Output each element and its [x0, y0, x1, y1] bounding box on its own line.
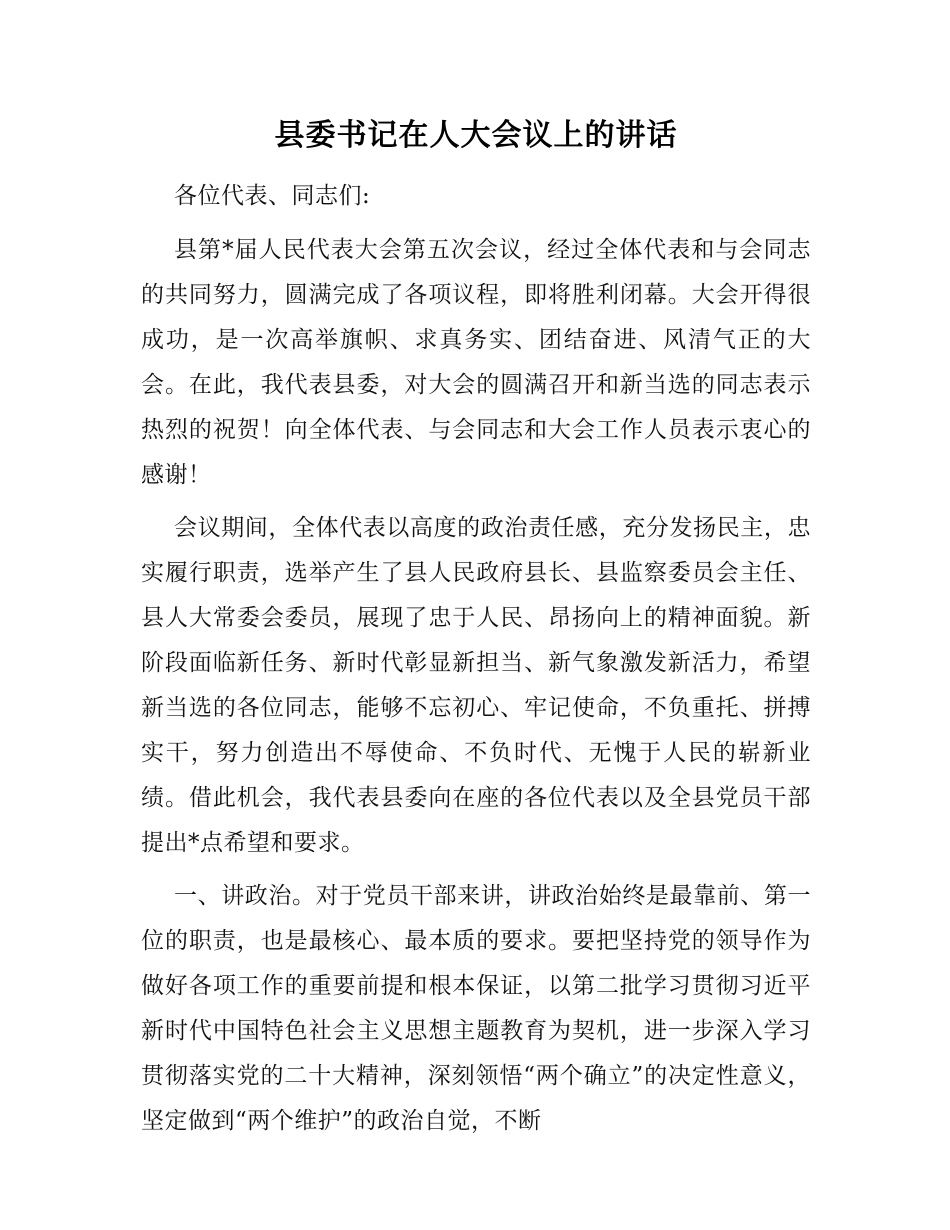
- salutation: 各位代表、同志们:: [174, 183, 371, 209]
- paragraph-3: 一、讲政治。对于党员干部来讲，讲政治始终是最靠前、第一位的职责，也是最核心、最本质的要求。要把坚持党的领导作为做好各项工作的重要前提和根本保证，以第二批学习贯彻习近平新时代中国特色社会主义思想主题教育为契机，进一步深入学习贯彻落实党的二十大精神，深刻领悟“两个确立”的决定性意义，坚定做到“两个维护”的政治自觉，不断: [141, 883, 811, 1134]
- document-title: 县委书记在人大会议上的讲话: [274, 118, 678, 153]
- document-page: [141, 112, 811, 1144]
- paragraph-1: 县第*届人民代表大会第五次会议，经过全体代表和与会同志的共同努力，圆满完成了各项议程，即将胜利闭幕。大会开得很成功，是一次高举旗帜、求真务实、团结奋进、风清气正的大会。在此，我代表县委，对大会的圆满召开和新当选的同志表示热烈的祝贺！向全体代表、与会同志和大会工作人员表示衷心的感谢！: [141, 237, 811, 488]
- paragraph-2: 会议期间，全体代表以高度的政治责任感，充分发扬民主，忠实履行职责，选举产生了县人民政府县长、县监察委员会主任、县人大常委会委员，展现了忠于人民、昂扬向上的精神面貌。新阶段面临新任务、新时代彰显新担当、新气象激发新活力，希望新当选的各位同志，能够不忘初心、牢记使命，不负重托、拼搏实干，努力创造出不辱使命、不负时代、无愧于人民的崭新业绩。借此机会，我代表县委向在座的各位代表以及全县党员干部提出*点希望和要求。: [141, 515, 811, 856]
